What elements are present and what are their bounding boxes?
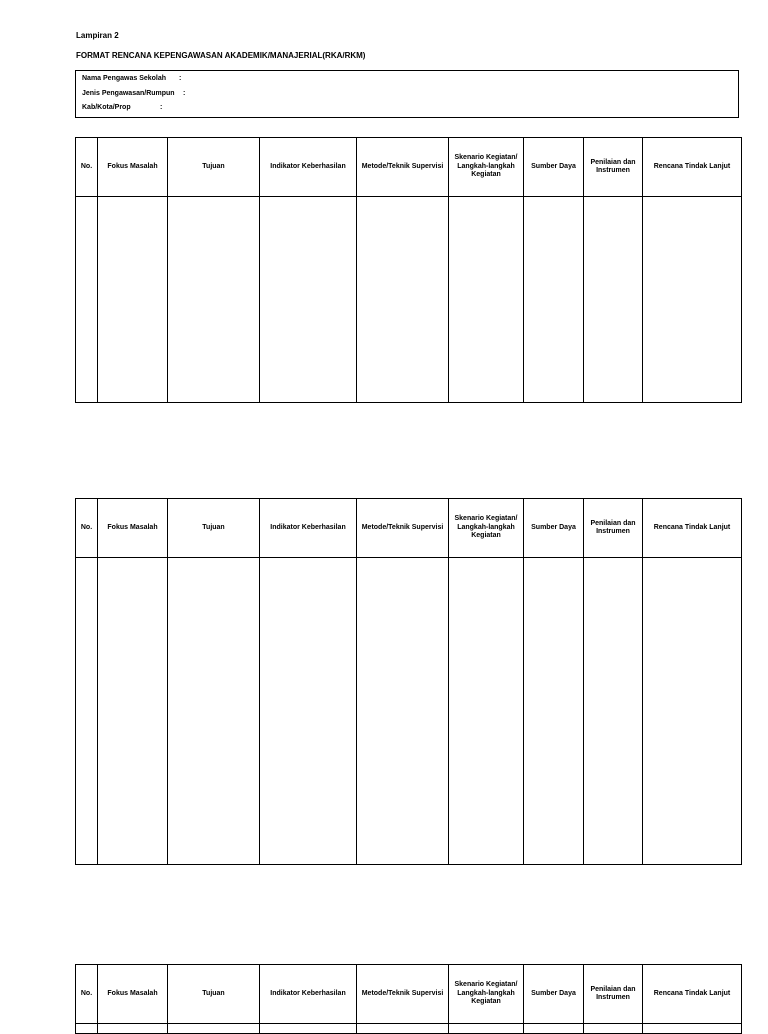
col-header-tujuan: Tujuan bbox=[168, 965, 260, 1024]
nama-pengawas-colon: : bbox=[179, 75, 182, 82]
cell-fokus-masalah[interactable] bbox=[98, 197, 168, 403]
jenis-pengawasan-colon: : bbox=[183, 90, 186, 97]
cell-penilaian[interactable] bbox=[584, 558, 643, 865]
cell-fokus-masalah[interactable] bbox=[98, 558, 168, 865]
plan-table-2 bbox=[75, 498, 742, 865]
col-header-metode: Metode/Teknik Supervisi bbox=[357, 499, 449, 558]
cell-skenario[interactable] bbox=[449, 197, 524, 403]
col-header-tujuan: Tujuan bbox=[168, 138, 260, 197]
cell-tujuan[interactable] bbox=[168, 1024, 260, 1034]
cell-metode[interactable] bbox=[357, 1024, 449, 1034]
cell-no[interactable] bbox=[76, 197, 98, 403]
table-row bbox=[76, 1024, 742, 1034]
cell-metode[interactable] bbox=[357, 197, 449, 403]
cell-sumber-daya[interactable] bbox=[524, 197, 584, 403]
cell-rencana[interactable] bbox=[643, 197, 742, 403]
col-header-rencana: Rencana Tindak Lanjut bbox=[643, 499, 742, 558]
table-header-row bbox=[76, 965, 742, 1024]
table-row bbox=[76, 197, 742, 403]
info-row-jenis bbox=[82, 90, 186, 97]
cell-fokus-masalah[interactable] bbox=[98, 1024, 168, 1034]
col-header-fokus-masalah: Fokus Masalah bbox=[98, 138, 168, 197]
cell-sumber-daya[interactable] bbox=[524, 558, 584, 865]
cell-indikator[interactable] bbox=[260, 558, 357, 865]
col-header-no: No. bbox=[76, 499, 98, 558]
col-header-indikator: Indikator Keberhasilan bbox=[260, 138, 357, 197]
col-header-skenario: Skenario Kegiatan/ Langkah-langkah Kegiatan bbox=[449, 138, 524, 197]
cell-tujuan[interactable] bbox=[168, 197, 260, 403]
col-header-skenario: Skenario Kegiatan/ Langkah-langkah Kegiatan bbox=[449, 965, 524, 1024]
cell-metode[interactable] bbox=[357, 558, 449, 865]
col-header-penilaian: Penilaian dan Instrumen bbox=[584, 499, 643, 558]
col-header-indikator: Indikator Keberhasilan bbox=[260, 965, 357, 1024]
col-header-penilaian: Penilaian dan Instrumen bbox=[584, 965, 643, 1024]
cell-penilaian[interactable] bbox=[584, 197, 643, 403]
cell-no[interactable] bbox=[76, 558, 98, 865]
col-header-no: No. bbox=[76, 138, 98, 197]
col-header-rencana: Rencana Tindak Lanjut bbox=[643, 965, 742, 1024]
info-row-kab bbox=[82, 104, 163, 111]
col-header-fokus-masalah: Fokus Masalah bbox=[98, 965, 168, 1024]
cell-sumber-daya[interactable] bbox=[524, 1024, 584, 1034]
cell-skenario[interactable] bbox=[449, 558, 524, 865]
cell-penilaian[interactable] bbox=[584, 1024, 643, 1034]
cell-indikator[interactable] bbox=[260, 197, 357, 403]
kab-kota-prop-colon: : bbox=[160, 104, 163, 111]
table-header-row bbox=[76, 138, 742, 197]
table-header-row bbox=[76, 499, 742, 558]
col-header-sumber-daya: Sumber Daya bbox=[524, 965, 584, 1024]
lampiran-label: Lampiran 2 bbox=[76, 31, 119, 40]
col-header-no: No. bbox=[76, 965, 98, 1024]
cell-no[interactable] bbox=[76, 1024, 98, 1034]
nama-pengawas-label: Nama Pengawas Sekolah bbox=[82, 75, 167, 82]
document-title: FORMAT RENCANA KEPENGAWASAN AKADEMIK/MANAJERIAL(RKA/RKM) bbox=[76, 51, 366, 60]
col-header-sumber-daya: Sumber Daya bbox=[524, 499, 584, 558]
col-header-skenario: Skenario Kegiatan/ Langkah-langkah Kegiatan bbox=[449, 499, 524, 558]
cell-indikator[interactable] bbox=[260, 1024, 357, 1034]
kab-kota-prop-label: Kab/Kota/Prop bbox=[82, 104, 131, 111]
plan-table-1 bbox=[75, 137, 742, 403]
cell-tujuan[interactable] bbox=[168, 558, 260, 865]
col-header-tujuan: Tujuan bbox=[168, 499, 260, 558]
supervisor-info-box bbox=[75, 70, 739, 118]
cell-skenario[interactable] bbox=[449, 1024, 524, 1034]
col-header-sumber-daya: Sumber Daya bbox=[524, 138, 584, 197]
col-header-fokus-masalah: Fokus Masalah bbox=[98, 499, 168, 558]
col-header-penilaian: Penilaian dan Instrumen bbox=[584, 138, 643, 197]
col-header-metode: Metode/Teknik Supervisi bbox=[357, 138, 449, 197]
jenis-pengawasan-label: Jenis Pengawasan/Rumpun bbox=[82, 90, 175, 97]
info-row-nama bbox=[82, 75, 182, 82]
cell-rencana[interactable] bbox=[643, 558, 742, 865]
col-header-metode: Metode/Teknik Supervisi bbox=[357, 965, 449, 1024]
col-header-rencana: Rencana Tindak Lanjut bbox=[643, 138, 742, 197]
table-row bbox=[76, 558, 742, 865]
col-header-indikator: Indikator Keberhasilan bbox=[260, 499, 357, 558]
cell-rencana[interactable] bbox=[643, 1024, 742, 1034]
